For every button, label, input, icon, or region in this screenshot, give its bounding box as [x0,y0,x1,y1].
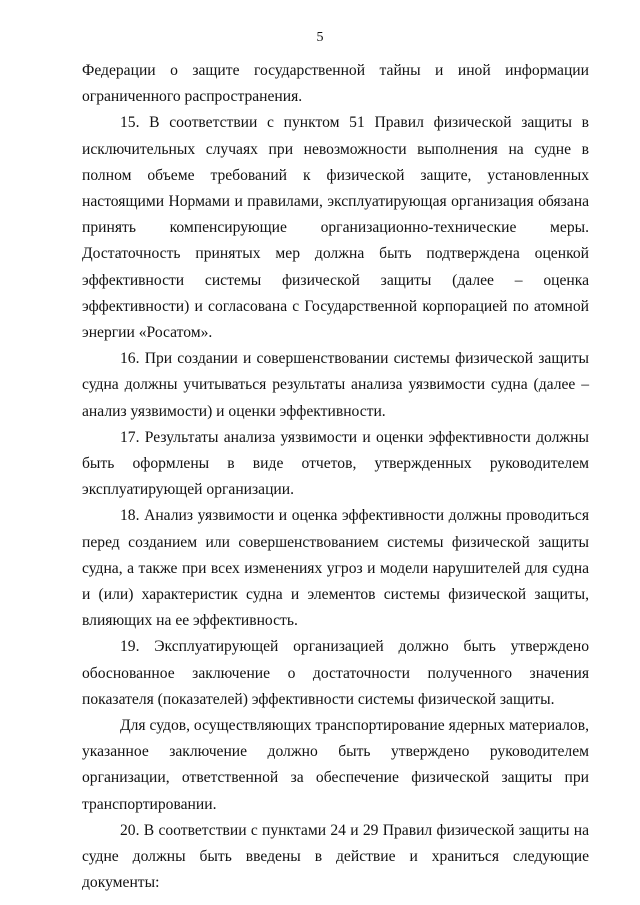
paragraph-17: 17. Результаты анализа уязвимости и оценки эффективности должны быть оформлены в виде отчетов, утвержденных руководителем эксплуатирующей организации. [82,428,589,499]
paragraph-continuation: Федерации о защите государственной тайны и иной информации ограниченного распространения. [82,62,589,106]
document-body [82,58,589,897]
paragraph-20: 20. В соответствии с пунктами 24 и 29 Правил физической защиты на судне должны быть введены в действие и храниться следующие документы: [82,821,589,892]
paragraph-15: 15. В соответствии с пунктом 51 Правил физической защиты в исключительных случаях при невозможности выполнения на судне в полном объеме требований к физической защите, установленных настоящими Нормами и правилами, эксплуатирующая организация обязана принять компенсирующие организационно-технические меры. Достаточность принятых мер должна быть подтверждена оценкой эффективности системы физической защиты (далее – оценка эффективности) и согласована с Государственной корпорацией по атомной энергии «Росатом». [82,114,589,342]
paragraph-18: 18. Анализ уязвимости и оценка эффективности должны проводиться перед созданием или совершенствованием системы физической защиты судна, а также при всех изменениях угроз и модели нарушителей для судна и (или) характеристик судна и элементов системы физической защиты, влияющих на ее эффективность. [82,507,589,630]
page-number: 5 [316,30,324,45]
paragraph-16: 16. При создании и совершенствовании системы физической защиты судна должны учитываться результаты анализа уязвимости судна (далее – анализ уязвимости) и оценки эффективности. [82,350,589,420]
paragraph-19-transport: Для судов, осуществляющих транспортирование ядерных материалов, указанное заключение должно быть утверждено руководителем организации, ответственной за обеспечение физической защиты при транспортировании. [82,717,589,813]
paragraph-19: 19. Эксплуатирующей организацией должно быть утверждено обоснованное заключение о достаточности полученного значения показателя (показателей) эффективности системы физической защиты. [82,638,589,708]
